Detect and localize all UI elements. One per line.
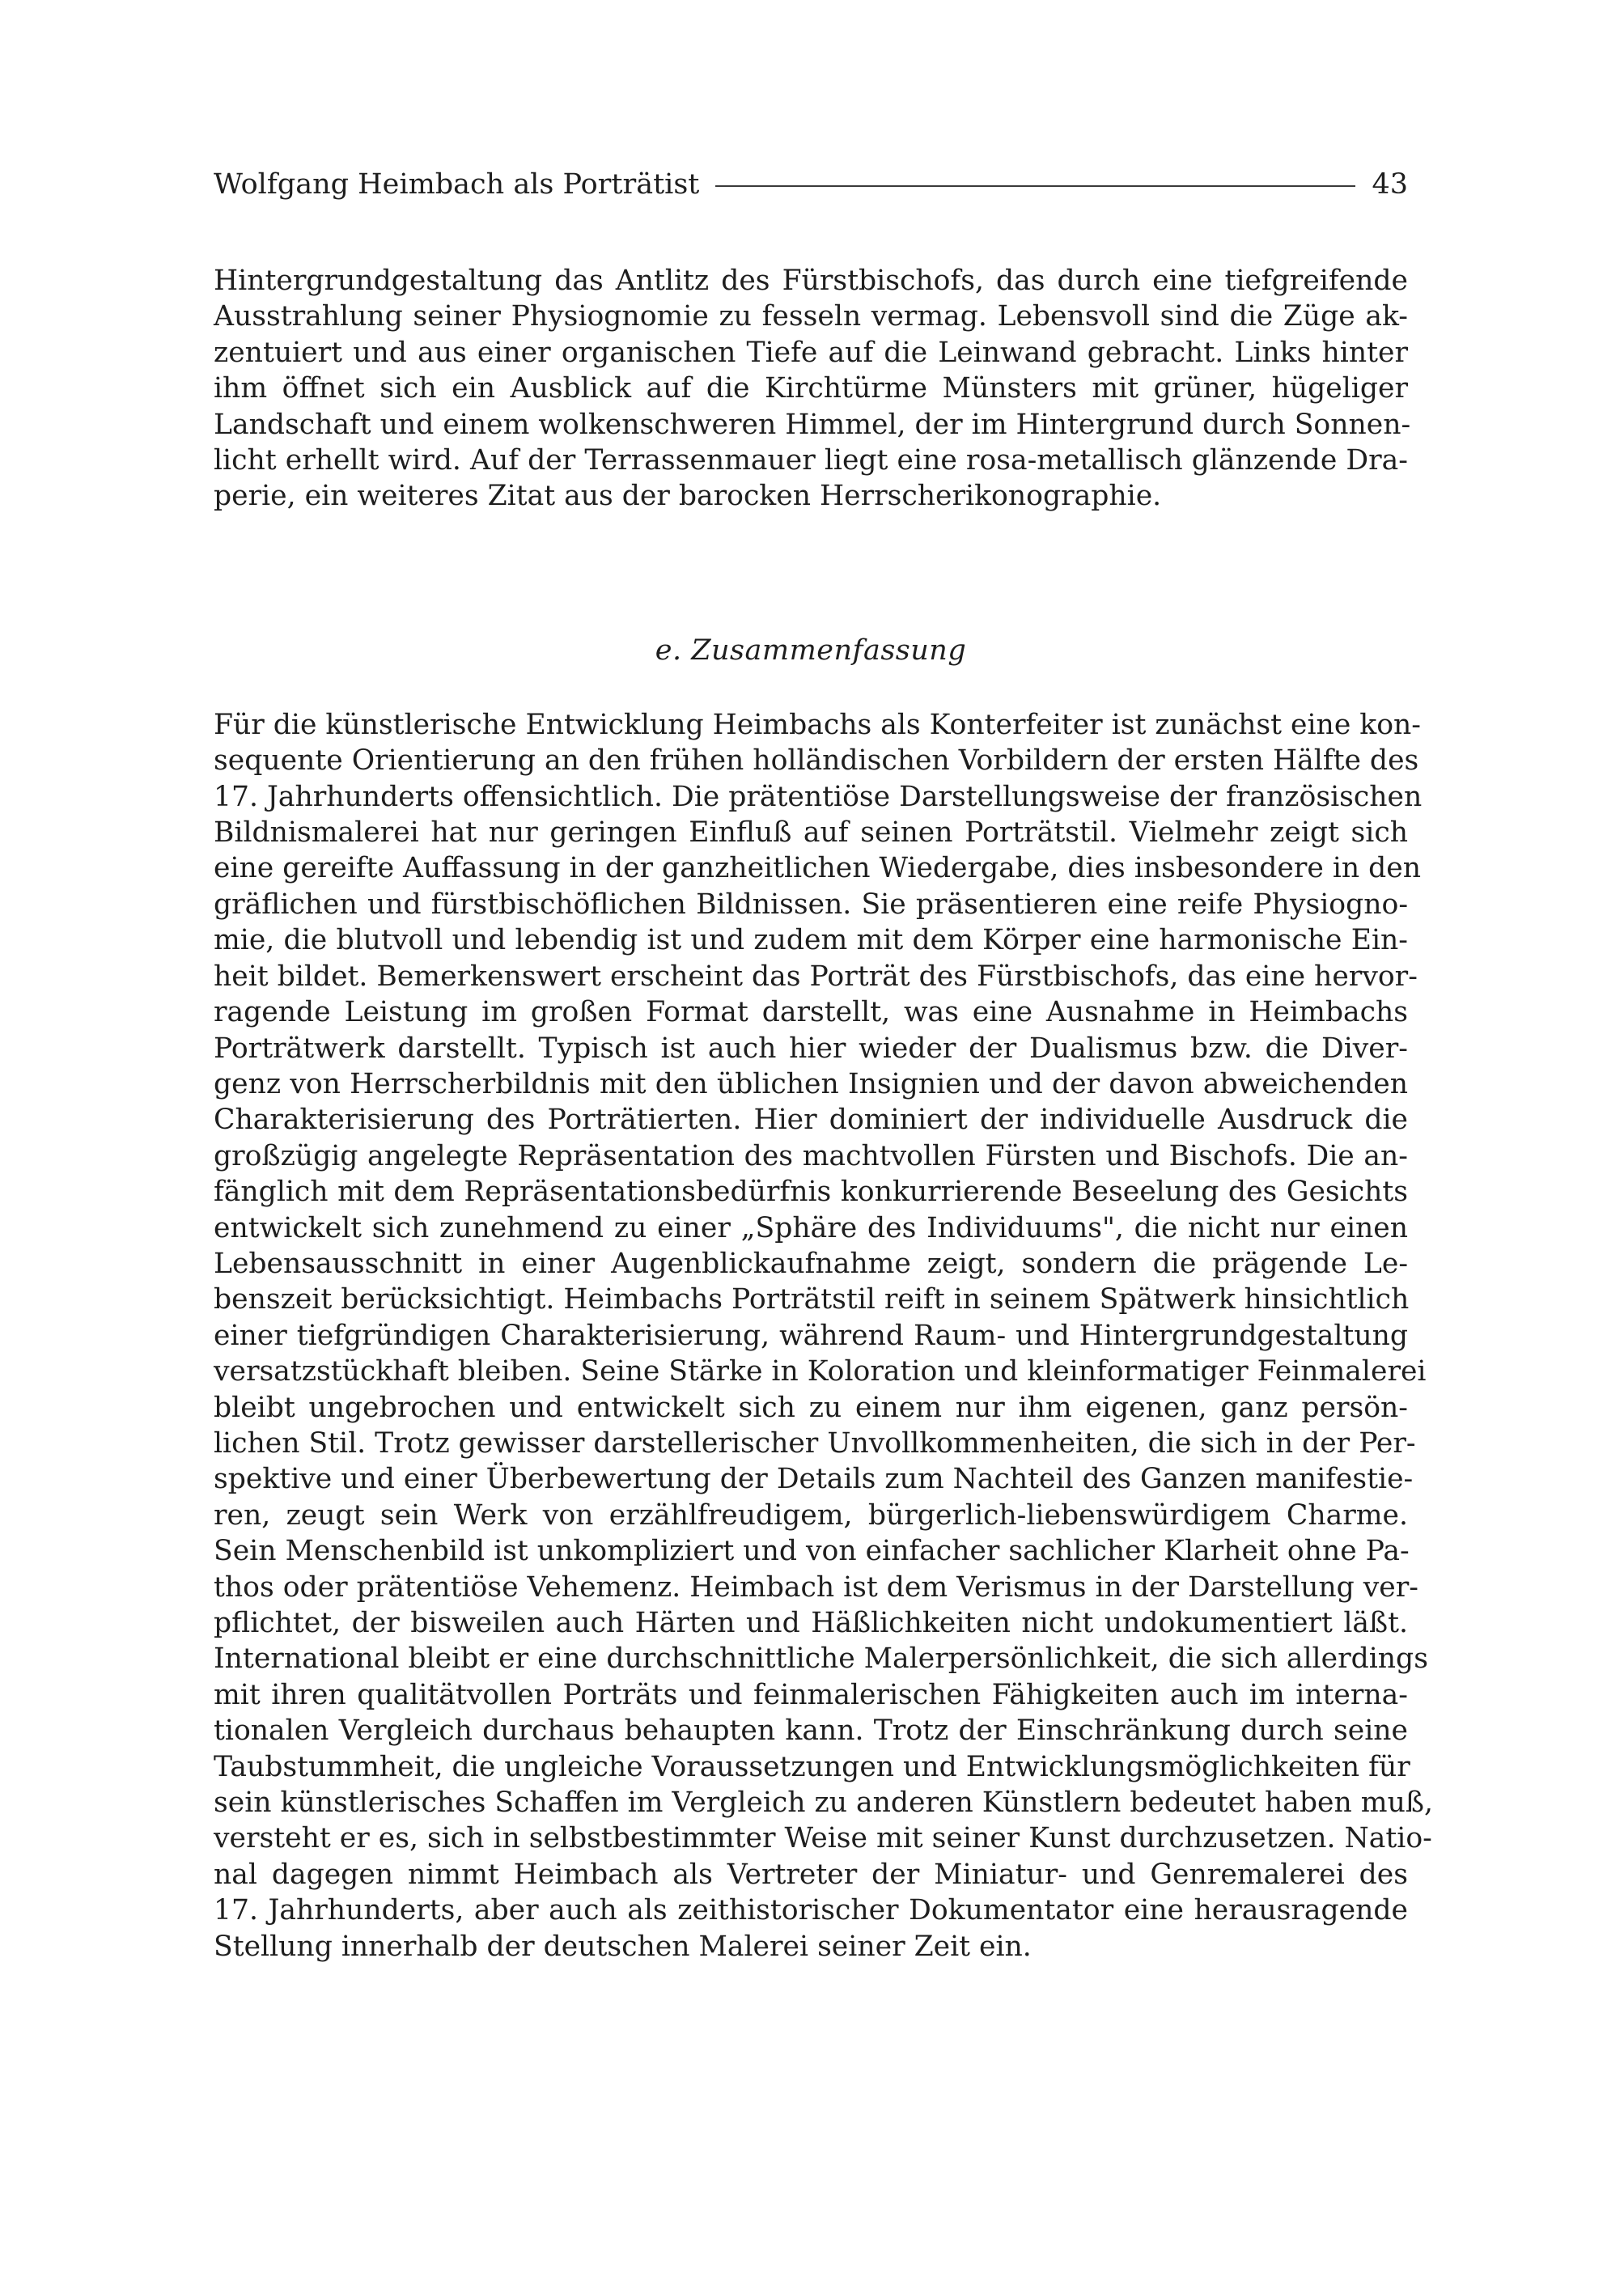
text-line: Für die künstlerische Entwicklung Heimbachs als Konterfeiter ist zunächst eine kon- bbox=[214, 708, 1421, 741]
running-head-title: Wolfgang Heimbach als Porträtist bbox=[214, 168, 700, 201]
text-line: versatzstückhaft bleiben. Seine Stärke in Koloration und kleinformatiger Feinmalerei bbox=[214, 1355, 1427, 1388]
text-line: tionalen Vergleich durchaus behaupten kann. Trotz der Einschränkung durch seine bbox=[214, 1714, 1408, 1748]
text-line: sequente Orientierung an den frühen holländischen Vorbildern der ersten Hälfte des bbox=[214, 744, 1419, 778]
text-line: lichen Stil. Trotz gewisser darstellerischer Unvollkommenheiten, die sich in der Per- bbox=[214, 1426, 1416, 1460]
text-line: bleibt ungebrochen und entwickelt sich zu einem nur ihm eigenen, ganz persön- bbox=[214, 1391, 1408, 1424]
text-line: ren, zeugt sein Werk von erzählfreudigem, bürgerlich-liebenswürdigem Charme. bbox=[214, 1498, 1408, 1532]
text-line: perie, ein weiteres Zitat aus der barocken Herrscherikonographie. bbox=[214, 480, 1162, 513]
text-line: pflichtet, der bisweilen auch Härten und Häßlichkeiten nicht undokumentiert läßt. bbox=[214, 1607, 1408, 1639]
text-line: heit bildet. Bemerkenswert erscheint das Porträt des Fürstbischofs, das eine hervor- bbox=[214, 960, 1418, 993]
text-line: ragende Leistung im großen Format darstellt, was eine Ausnahme in Heimbachs bbox=[214, 996, 1408, 1029]
text-line: thos oder prätentiöse Vehemenz. Heimbach ist dem Verismus in der Darstellung ver- bbox=[214, 1570, 1418, 1604]
text-line: Lebensausschnitt in einer Augenblickaufnahme zeigt, sondern die prägende Le- bbox=[214, 1247, 1408, 1280]
text-line: nal dagegen nimmt Heimbach als Vertreter der Miniatur- und Genremalerei des bbox=[214, 1858, 1408, 1891]
text-line: versteht er es, sich in selbstbestimmter Weise mit seiner Kunst durchzusetzen. Natio- bbox=[214, 1822, 1432, 1855]
text-line: 17. Jahrhunderts, aber auch als zeithistorischer Dokumentator eine herausragende bbox=[214, 1894, 1408, 1927]
running-head-rule bbox=[715, 185, 1355, 187]
text-line: großzügig angelegte Repräsentation des machtvollen Fürsten und Bischofs. Die an- bbox=[214, 1139, 1408, 1172]
text-line: licht erhellt wird. Auf der Terrassenmauer liegt eine rosa-metallisch glänzende Dra- bbox=[214, 444, 1408, 477]
text-line: Stellung innerhalb der deutschen Malerei seiner Zeit ein. bbox=[214, 1930, 1032, 1963]
text-line: Bildnismalerei hat nur geringen Einfluß auf seinen Porträtstil. Vielmehr zeigt sich bbox=[214, 816, 1408, 850]
paragraph-1 bbox=[214, 263, 1411, 515]
text-line: fänglich mit dem Repräsentationsbedürfnis konkurrierende Beseelung des Gesichts bbox=[214, 1176, 1408, 1209]
text-line: entwickelt sich zunehmend zu einer „Sphäre des Individuums", die nicht nur einen bbox=[214, 1211, 1408, 1244]
text-line: genz von Herrscherbildnis mit den üblichen Insignien und der davon abweichenden bbox=[214, 1067, 1408, 1100]
text-line: Landschaft und einem wolkenschweren Himmel, der im Hintergrund durch Sonnen- bbox=[214, 408, 1411, 441]
page-number: 43 bbox=[1372, 168, 1408, 201]
text-line: Taubstummheit, die ungleiche Voraussetzungen und Entwicklungsmöglichkeiten für bbox=[214, 1750, 1410, 1783]
book-page bbox=[214, 159, 1433, 1965]
text-line: mit ihren qualitätvollen Porträts und feinmalerischen Fähigkeiten auch im interna- bbox=[214, 1678, 1408, 1711]
running-head bbox=[214, 159, 1408, 210]
text-line: gräflichen und fürstbischöflichen Bildnissen. Sie präsentieren eine reife Physiogno- bbox=[214, 888, 1408, 921]
paragraph-2 bbox=[214, 707, 1433, 1965]
text-line: Hintergrundgestaltung das Antlitz des Fürstbischofs, das durch eine tiefgreifende bbox=[214, 265, 1408, 297]
section-heading: e. Zusammenfassung bbox=[655, 634, 967, 667]
text-line: benszeit berücksichtigt. Heimbachs Porträtstil reift in seinem Spätwerk hinsichtlich bbox=[214, 1283, 1410, 1316]
text-line: sein künstlerisches Schaffen im Vergleich zu anderen Künstlern bedeutet haben muß, bbox=[214, 1787, 1433, 1820]
text-line: Charakterisierung des Porträtierten. Hier dominiert der individuelle Ausdruck die bbox=[214, 1104, 1408, 1137]
text-line: einer tiefgründigen Charakterisierung, während Raum- und Hintergrundgestaltung bbox=[214, 1319, 1408, 1352]
text-line: 17. Jahrhunderts offensichtlich. Die prätentiöse Darstellungsweise der französischen bbox=[214, 780, 1423, 813]
text-line: ihm öffnet sich ein Ausblick auf die Kirchtürme Münsters mit grüner, hügeliger bbox=[214, 372, 1408, 405]
text-line: spektive und einer Überbewertung der Details zum Nachteil des Ganzen manifestie- bbox=[214, 1463, 1414, 1496]
text-line: Porträtwerk darstellt. Typisch ist auch hier wieder der Dualismus bzw. die Diver- bbox=[214, 1032, 1408, 1065]
text-line: eine gereifte Auffassung in der ganzheitlichen Wiedergabe, dies insbesondere in den bbox=[214, 852, 1422, 885]
text-line: zentuiert und aus einer organischen Tiefe auf die Leinwand gebracht. Links hinter bbox=[214, 336, 1408, 369]
text-line: Ausstrahlung seiner Physiognomie zu fesseln vermag. Lebensvoll sind die Züge ak- bbox=[214, 300, 1408, 333]
paragraph-continued bbox=[214, 263, 1411, 515]
text-line: International bleibt er eine durchschnittliche Malerpersönlichkeit, die sich allerdings bbox=[214, 1642, 1428, 1676]
summary-section bbox=[214, 707, 1433, 1965]
text-line: Sein Menschenbild ist unkompliziert und von einfacher sachlicher Klarheit ohne Pa- bbox=[214, 1535, 1410, 1568]
text-line: mie, die blutvoll und lebendig ist und zudem mit dem Körper eine harmonische Ein- bbox=[214, 924, 1408, 957]
